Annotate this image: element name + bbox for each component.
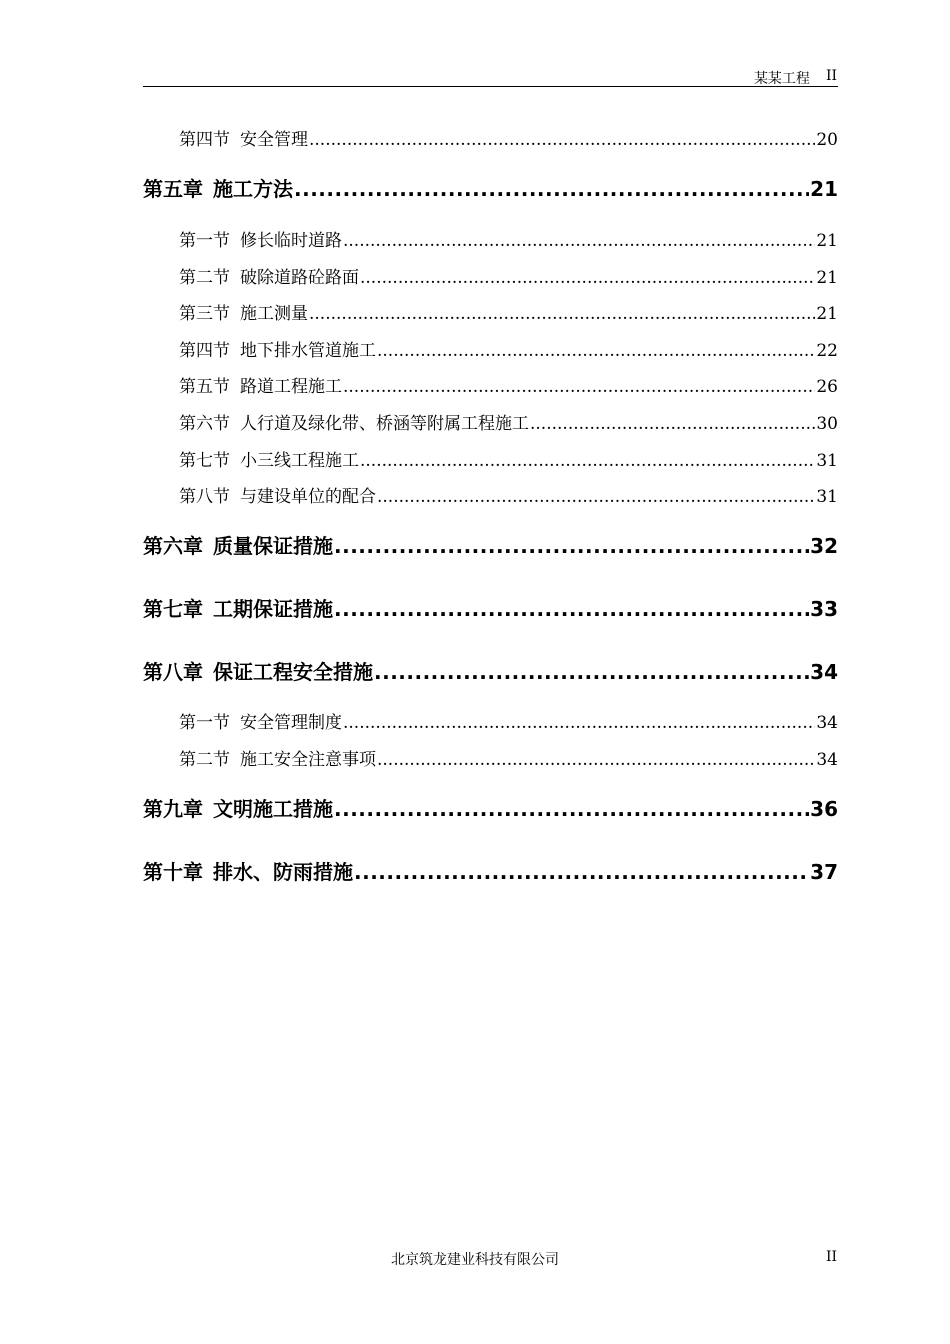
toc-entry-page: 34: [816, 750, 838, 770]
toc-section-entry[interactable]: [143, 372, 838, 397]
toc-entry-page: 33: [810, 597, 838, 621]
toc-entry-title: 修长临时道路: [240, 231, 342, 251]
toc-entry-label: [179, 299, 308, 324]
toc-dot-leader: [343, 377, 815, 397]
toc-entry-title: 路道工程施工: [240, 377, 342, 397]
toc-entry-title: 施工测量: [240, 304, 308, 324]
toc-entry-page: 22: [816, 341, 838, 361]
toc-entry-title: 保证工程安全措施: [213, 660, 373, 684]
toc-entry-page: 34: [810, 660, 838, 684]
toc-dot-leader: [334, 797, 809, 821]
toc-entry-title: 安全管理制度: [240, 713, 342, 733]
toc-dot-leader: [294, 177, 809, 201]
toc-entry-page: 36: [810, 797, 838, 821]
toc-entry-page: 32: [810, 534, 838, 558]
toc-entry-page: 37: [810, 860, 838, 884]
toc-section-entry[interactable]: [143, 336, 838, 361]
toc-dot-leader: [377, 341, 815, 361]
toc-entry-label: [179, 745, 376, 770]
toc-entry-title: 文明施工措施: [213, 797, 333, 821]
toc-entry-title: 破除道路砼路面: [240, 268, 359, 288]
toc-chapter-entry[interactable]: [143, 656, 838, 685]
toc-entry-number: 第八章: [143, 660, 203, 684]
toc-section-entry[interactable]: [143, 125, 838, 150]
toc-entry-page: 34: [816, 713, 838, 733]
toc-entry-number: 第八节: [179, 487, 230, 507]
toc-entry-label: [179, 372, 342, 397]
toc-dot-leader: [377, 750, 815, 770]
toc-entry-title: 与建设单位的配合: [240, 487, 376, 507]
toc-entry-page: 20: [816, 130, 838, 150]
toc-dot-leader: [334, 597, 809, 621]
toc-entry-number: 第四节: [179, 341, 230, 361]
toc-dot-leader: [360, 451, 815, 471]
toc-entry-label: [143, 530, 333, 559]
toc-chapter-entry[interactable]: [143, 793, 838, 822]
toc-entry-title: 施工方法: [213, 177, 293, 201]
toc-entry-label: [179, 482, 376, 507]
toc-section-entry[interactable]: [143, 708, 838, 733]
toc-entry-page: 26: [816, 377, 838, 397]
toc-dot-leader: [354, 860, 809, 884]
toc-entry-label: [143, 656, 373, 685]
toc-entry-number: 第五节: [179, 377, 230, 397]
toc-entry-page: 31: [816, 487, 838, 507]
toc-entry-label: [179, 226, 342, 251]
footer-page-number: II: [825, 1249, 837, 1265]
toc-entry-title: 工期保证措施: [213, 597, 333, 621]
toc-entry-number: 第七节: [179, 451, 230, 471]
toc-dot-leader: [343, 713, 815, 733]
toc-entry-page: 30: [816, 414, 838, 434]
toc-dot-leader: [377, 487, 815, 507]
toc-section-entry[interactable]: [143, 299, 838, 324]
toc-section-entry[interactable]: [143, 482, 838, 507]
toc-entry-title: 小三线工程施工: [240, 451, 359, 471]
toc-entry-title: 排水、防雨措施: [213, 860, 353, 884]
toc-entry-number: 第一节: [179, 231, 230, 251]
toc-entry-label: [143, 593, 333, 622]
toc-dot-leader: [530, 414, 815, 434]
toc-entry-label: [179, 708, 342, 733]
toc-entry-number: 第六节: [179, 414, 230, 434]
toc-entry-number: 第九章: [143, 797, 203, 821]
toc-entry-number: 第二节: [179, 750, 230, 770]
toc-entry-label: [179, 336, 376, 361]
toc-entry-page: 31: [816, 451, 838, 471]
toc-entry-number: 第七章: [143, 597, 203, 621]
toc-entry-label: [143, 793, 333, 822]
toc-entry-page: 21: [816, 304, 838, 324]
toc-entry-number: 第五章: [143, 177, 203, 201]
toc-entry-number: 第二节: [179, 268, 230, 288]
toc-dot-leader: [343, 231, 815, 251]
toc-entry-label: [143, 173, 293, 202]
toc-section-entry[interactable]: [143, 745, 838, 770]
toc-dot-leader: [334, 534, 809, 558]
toc-section-entry[interactable]: [143, 226, 838, 251]
toc-entry-number: 第六章: [143, 534, 203, 558]
toc-entry-label: [179, 446, 359, 471]
toc-chapter-entry[interactable]: [143, 593, 838, 622]
toc-chapter-entry[interactable]: [143, 173, 838, 202]
toc-entry-label: [179, 125, 308, 150]
toc-entry-number: 第一节: [179, 713, 230, 733]
toc-chapter-entry[interactable]: [143, 856, 838, 885]
toc-entry-label: [179, 263, 359, 288]
toc-entry-number: 第十章: [143, 860, 203, 884]
toc-dot-leader: [374, 660, 809, 684]
toc-entry-title: 安全管理: [240, 130, 308, 150]
toc-section-entry[interactable]: [143, 263, 838, 288]
toc-dot-leader: [309, 130, 815, 150]
toc-section-entry[interactable]: [143, 409, 838, 434]
toc-entry-number: 第三节: [179, 304, 230, 324]
page-header: [754, 68, 837, 88]
header-title: 某某工程: [753, 71, 810, 87]
toc-entry-page: 21: [816, 268, 838, 288]
toc-entry-title: 质量保证措施: [213, 534, 333, 558]
toc-entry-title: 地下排水管道施工: [240, 341, 376, 361]
toc-entry-page: 21: [816, 231, 838, 251]
header-rule: [143, 86, 838, 87]
footer-company: 北京筑龙建业科技有限公司: [391, 1252, 559, 1268]
toc-dot-leader: [309, 304, 815, 324]
toc-entry-label: [143, 856, 353, 885]
toc-entry-label: [179, 409, 529, 434]
toc-chapter-entry[interactable]: [143, 530, 838, 559]
toc-entry-title: 人行道及绿化带、桥涵等附属工程施工: [240, 414, 529, 434]
toc-entry-number: 第四节: [179, 130, 230, 150]
toc-section-entry[interactable]: [143, 446, 838, 471]
toc-dot-leader: [360, 268, 815, 288]
header-page-number: II: [825, 68, 837, 84]
toc-entry-title: 施工安全注意事项: [240, 750, 376, 770]
toc-entry-page: 21: [810, 177, 838, 201]
